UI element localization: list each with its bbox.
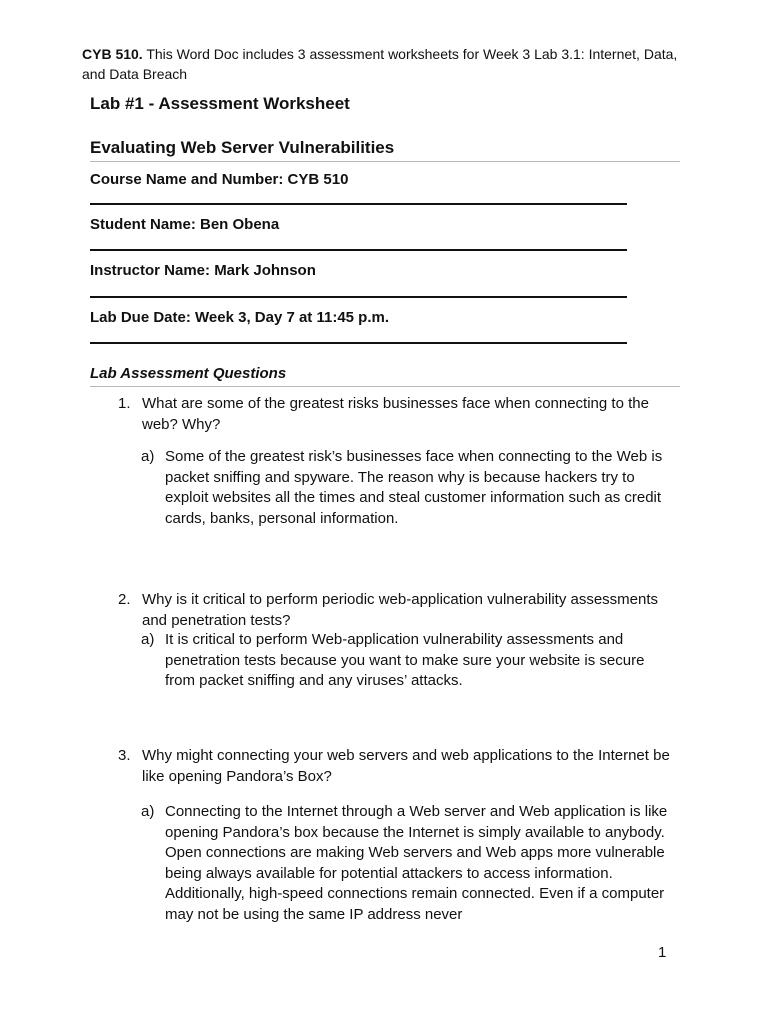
question-text: Why is it critical to perform periodic web-application vulnerability assessments and penetration tests? [142,591,659,629]
course-code: CYB 510. [82,46,143,62]
answer-label: a) [141,631,155,648]
question-text: What are some of the greatest risks businesses face when connecting to the web? Why? [142,395,649,433]
lab-title: Lab #1 - Assessment Worksheet [90,94,350,113]
intro-text: This Word Doc includes 3 assessment worksheets for Week 3 Lab 3.1: Internet, Data, and Data Breach [82,46,678,82]
title-divider [90,161,680,162]
question-number: 1. [118,395,131,412]
course-field: Course Name and Number: CYB 510 [90,171,349,188]
answer-text: It is critical to perform Web-application vulnerability assessments and penetration tests because you want to make sure your website is secure from packet sniffing and any viruses’ attacks. [165,631,645,689]
student-field-line [90,249,627,251]
page-number: 1 [658,944,667,961]
instructor-field-line [90,296,627,298]
question-3 [118,745,678,787]
question-1 [118,393,678,435]
document-intro [82,44,702,84]
answer-label: a) [141,803,155,820]
instructor-field: Instructor Name: Mark Johnson [90,262,316,279]
question-number: 2. [118,591,131,608]
answer-text: Connecting to the Internet through a Web server and Web application is like opening Pandora’s box because the Internet is simply available to anybody. Open connections are making Web servers and Web apps more vulnerable being always available for potential attackers to access information. Additionally, high-speed connections remain connected. Even if a computer may not be using the same IP address never [165,803,668,923]
course-field-line [90,203,627,205]
due-date-field-line [90,342,627,344]
student-field: Student Name: Ben Obena [90,216,280,233]
answer-2 [141,630,671,692]
answer-label: a) [141,448,155,465]
answer-3 [141,802,671,925]
question-text: Why might connecting your web servers and web applications to the Internet be like opening Pandora’s Box? [142,747,670,785]
question-number: 3. [118,747,131,764]
question-2 [118,589,678,631]
section-heading: Lab Assessment Questions [90,365,287,382]
worksheet-title: Evaluating Web Server Vulnerabilities [90,138,395,157]
answer-text: Some of the greatest risk’s businesses face when connecting to the Web is packet sniffing and spyware. The reason why is because hackers try to exploit websites all the times and steal customer information such as credit cards, banks, personal information. [165,448,663,527]
section-divider [90,386,680,387]
due-date-field: Lab Due Date: Week 3, Day 7 at 11:45 p.m. [90,309,390,326]
answer-1 [141,447,671,529]
